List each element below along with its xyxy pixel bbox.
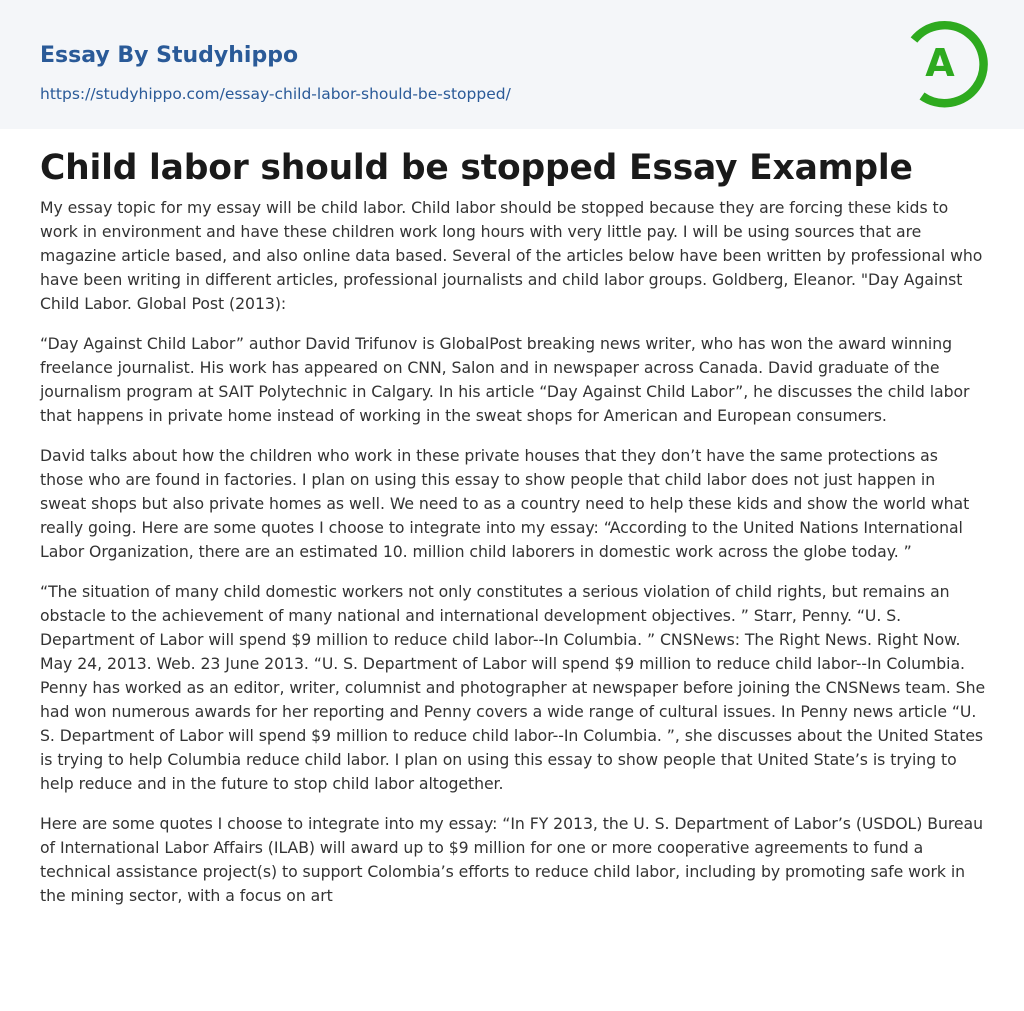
site-title[interactable]: Essay By Studyhippo [40, 43, 299, 68]
page-title: Child labor should be stopped Essay Example [40, 148, 913, 188]
article-paragraph-3: David talks about how the children who work in these private houses that they don’t have the same protections as those who are found in factories. I plan on using this essay to show people that child labor does not just happen in sweat shops but also private homes as well. We need to as a country need to help these kids and show the world what really going. Here are some quotes I choose to integrate into my essay: “According to the United Nations International Labor Organization, there are an estimated 10. million child laborers in domestic work across the globe today. ” [40, 446, 970, 561]
site-header [0, 0, 1024, 129]
logo-letter: A [925, 41, 955, 85]
article-paragraph-5: Here are some quotes I choose to integrate into my essay: “In FY 2013, the U. S. Department of Labor’s (USDOL) Bureau of International Labor Affairs (ILAB) will award up to $9 million for one or more cooperative agreements to fund a technical assistance project(s) to support Colombia’s efforts to reduce child labor, including by promoting safe work in the mining sector, with a focus on art [40, 814, 983, 905]
article-paragraph-1: My essay topic for my essay will be child labor. Child labor should be stopped because they are forcing these kids to work in environment and have these children work long hours with very little pay. I will be using sources that are magazine article based, and also online data based. Several of the articles below have been written by professional who have been writing in different articles, professional journalists and child labor groups. Goldberg, Eleanor. "Day Against Child Labor. Global Post (2013): [40, 198, 983, 313]
studyhippo-logo-icon[interactable] [898, 18, 988, 108]
article-paragraph-4: “The situation of many child domestic workers not only constitutes a serious violation of child rights, but remains an obstacle to the achievement of many national and international development objectives. ” Starr, Penny. “U. S. Department of Labor will spend $9 million to reduce child labor--In Columbia. ” CNSNews: The Right News. Right Now. May 24, 2013. Web. 23 June 2013. “U. S. Department of Labor will spend $9 million to reduce child labor--In Columbia. Penny has worked as an editor, writer, columnist and photographer at newspaper before joining the CNSNews team. She had won numerous awards for her reporting and Penny covers a wide range of cultural issues. In Penny news article “U. S. Department of Labor will spend $9 million to reduce child labor--In Columbia. ”, she discusses about the United States is trying to help Columbia reduce child labor. I plan on using this essay to show people that United State’s is trying to help reduce and in the future to stop child labor altogether. [40, 582, 986, 793]
article-paragraph-2: “Day Against Child Labor” author David Trifunov is GlobalPost breaking news writer, who has won the award winning freelance journalist. His work has appeared on CNN, Salon and in newspaper across Canada. David graduate of the journalism program at SAIT Polytechnic in Calgary. In his article “Day Against Child Labor”, he discusses the child labor that happens in private home instead of working in the sweat shops for American and European consumers. [40, 334, 970, 425]
page-url-link[interactable]: https://studyhippo.com/essay-child-labor-should-be-stopped/ [40, 85, 511, 103]
article [40, 129, 986, 924]
